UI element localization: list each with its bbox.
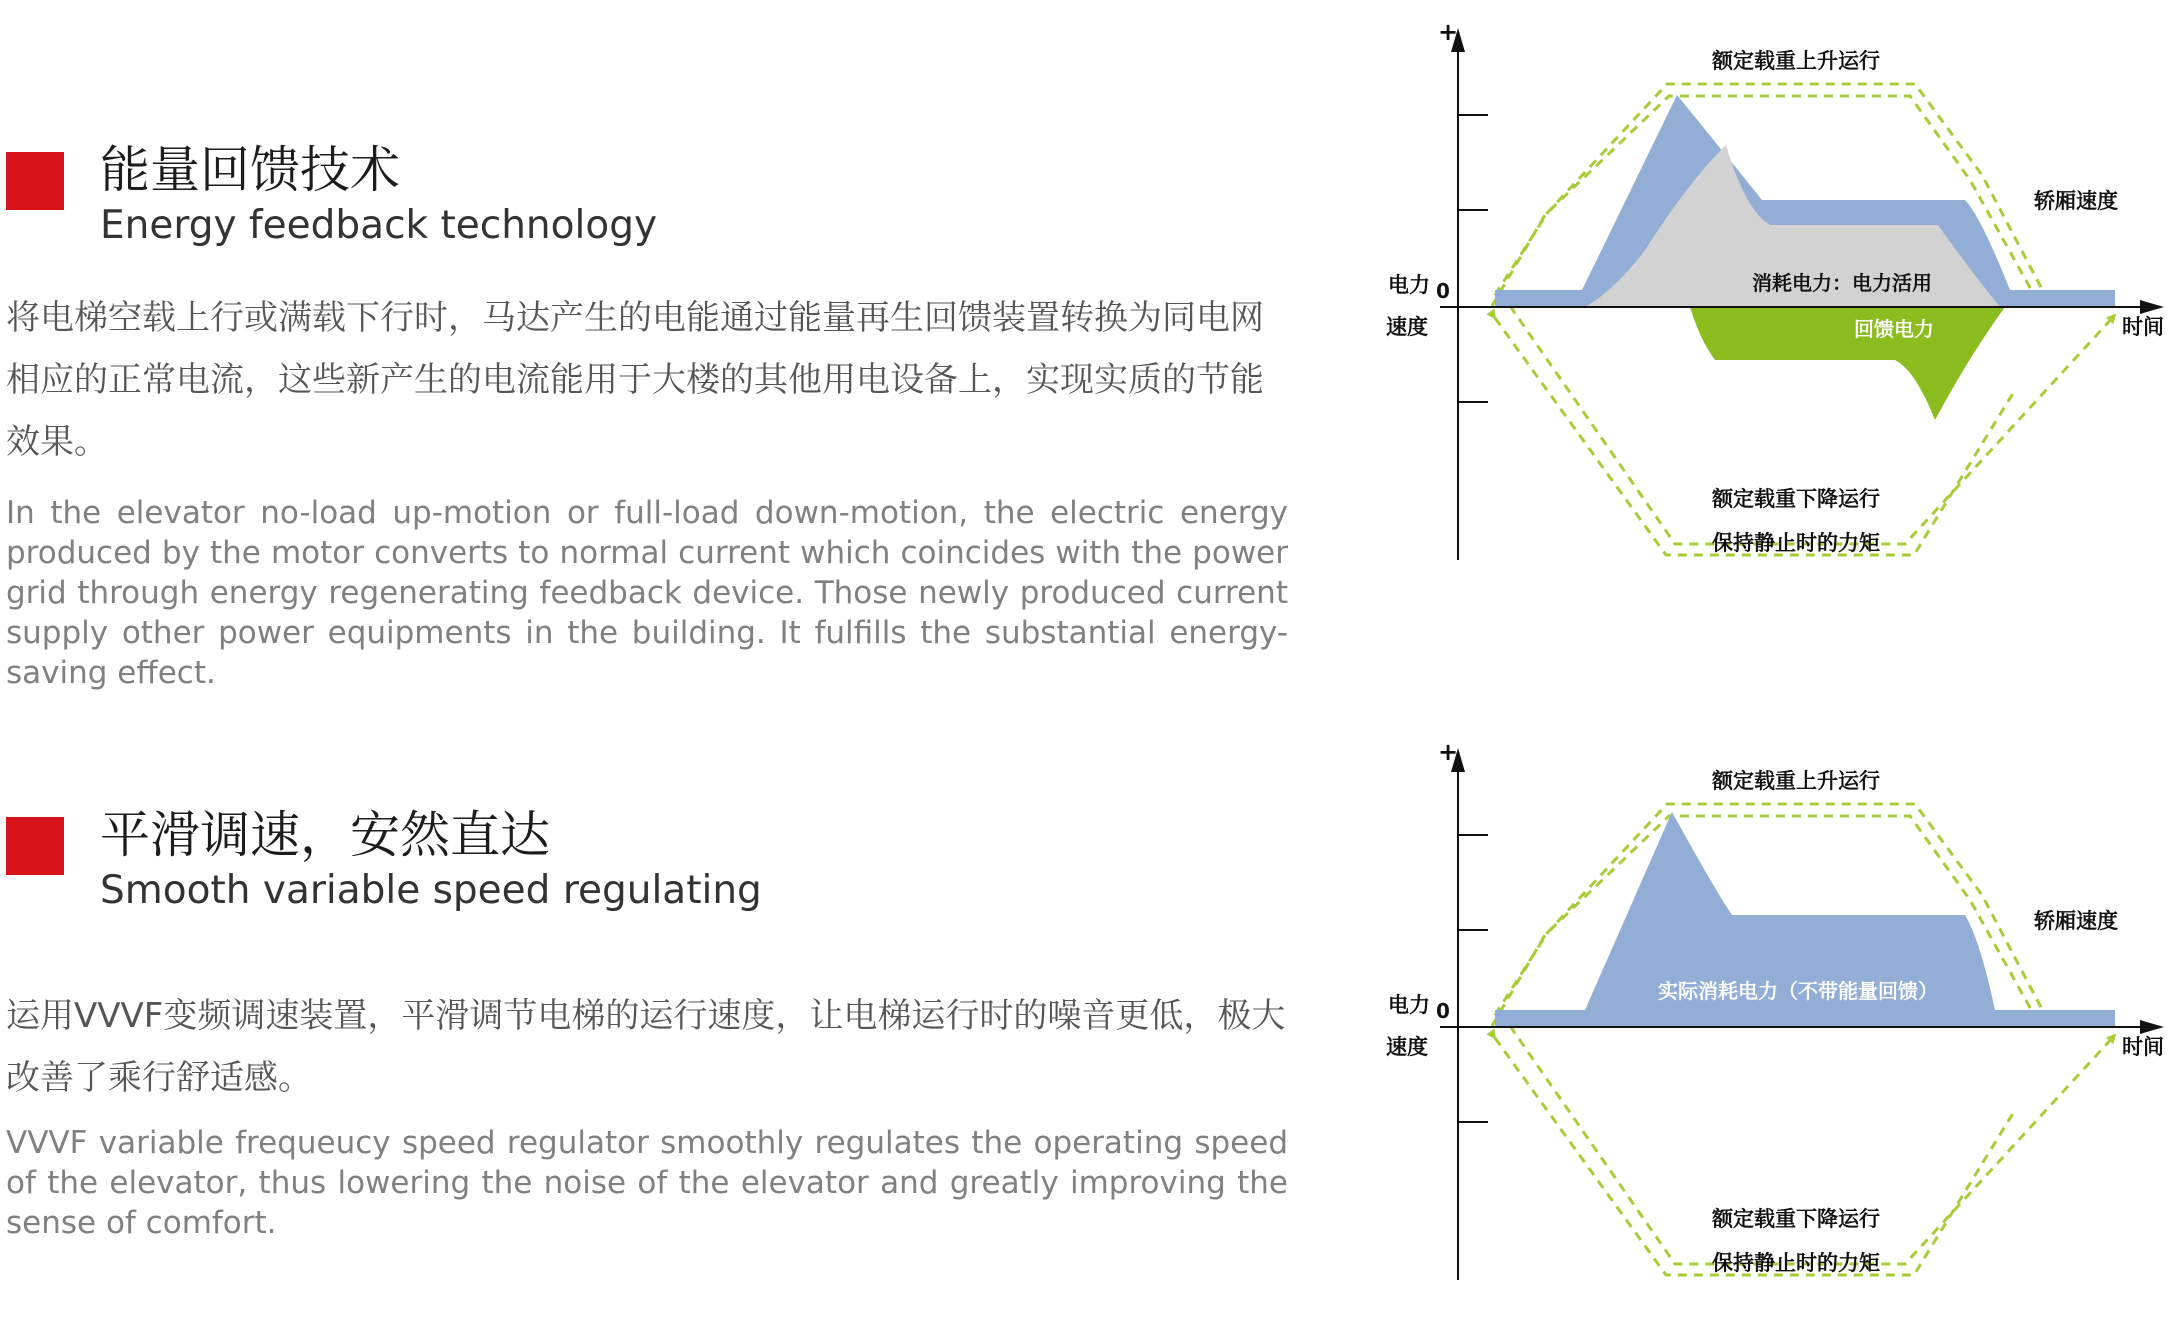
- feature-title-cn: 能量回馈技术: [100, 141, 400, 199]
- section-marker: [6, 152, 64, 210]
- section-marker: [6, 817, 64, 875]
- lower-speed-curve: [1495, 1038, 2015, 1275]
- diagram-canvas: [1370, 720, 2173, 1300]
- holding-torque-label: 保持静止时的力矩: [1712, 531, 1880, 555]
- plus-label: +: [1438, 18, 1459, 46]
- upper-run-label: 额定载重上升运行: [1712, 49, 1880, 73]
- actual-consumption-label: 实际消耗电力（不带能量回馈）: [1658, 979, 1938, 1003]
- zero-label: 0: [1436, 279, 1450, 303]
- x-axis-arrow: [2140, 300, 2164, 314]
- feature-description-en: In the elevator no-load up-motion or full-load down-motion, the electric energy produced by the motor converts to normal current which coincides with the power grid through energy regenerating feedback device. Those newly produced current supply other power equipments in the building. It fulfills the substantial energy-saving effect.: [6, 495, 1288, 691]
- power-axis-label: 电力: [1388, 273, 1430, 297]
- car-speed-label: 轿厢速度: [2034, 189, 2118, 213]
- holding-torque-label: 保持静止时的力矩: [1712, 1251, 1880, 1275]
- speed-axis-label: 速度: [1386, 1035, 1428, 1059]
- feature-description-en: VVVF variable frequeucy speed regulator smoothly regulates the operating speed of the elevator, thus lowering the noise of the elevator and greatly improving the sense of comfort.: [6, 1125, 1288, 1241]
- time-axis-label: 时间: [2122, 315, 2164, 339]
- x-axis-arrow: [2140, 1020, 2164, 1034]
- smooth-speed-diagram: [1370, 720, 2173, 1300]
- feedback-area: [1690, 307, 2005, 420]
- feature-description-cn: 将电梯空载上行或满载下行时，马达产生的电能通过能量再生回馈装置转换为同电网相应的正常电流，这些新产生的电流能用于大楼的其他用电设备上，实现实质的节能效果。: [6, 298, 1264, 462]
- energy-feedback-diagram: [1370, 0, 2173, 580]
- feature-title-en: Energy feedback technology: [100, 203, 658, 248]
- feature-title-cn: 平滑调速，安然直达: [100, 806, 550, 864]
- zero-label: 0: [1436, 999, 1450, 1023]
- lower-run-label: 额定载重下降运行: [1712, 487, 1880, 511]
- speed-axis-label: 速度: [1386, 315, 1428, 339]
- time-axis-label: 时间: [2122, 1035, 2164, 1059]
- plus-label: +: [1438, 738, 1459, 766]
- feature-title-en: Smooth variable speed regulating: [100, 868, 762, 913]
- power-axis-label: 电力: [1388, 993, 1430, 1017]
- car-speed-label: 轿厢速度: [2034, 909, 2118, 933]
- upper-run-label: 额定载重上升运行: [1712, 769, 1880, 793]
- consumption-label: 消耗电力：电力活用: [1752, 271, 1932, 295]
- lower-run-label: 额定载重下降运行: [1712, 1207, 1880, 1231]
- feature-description-cn: 运用VVVF变频调速装置，平滑调节电梯的运行速度，让电梯运行时的噪音更低，极大改善了乘行舒适感。: [6, 996, 1286, 1098]
- diagram-canvas: [1370, 0, 2173, 580]
- feedback-label: 回馈电力: [1854, 317, 1934, 341]
